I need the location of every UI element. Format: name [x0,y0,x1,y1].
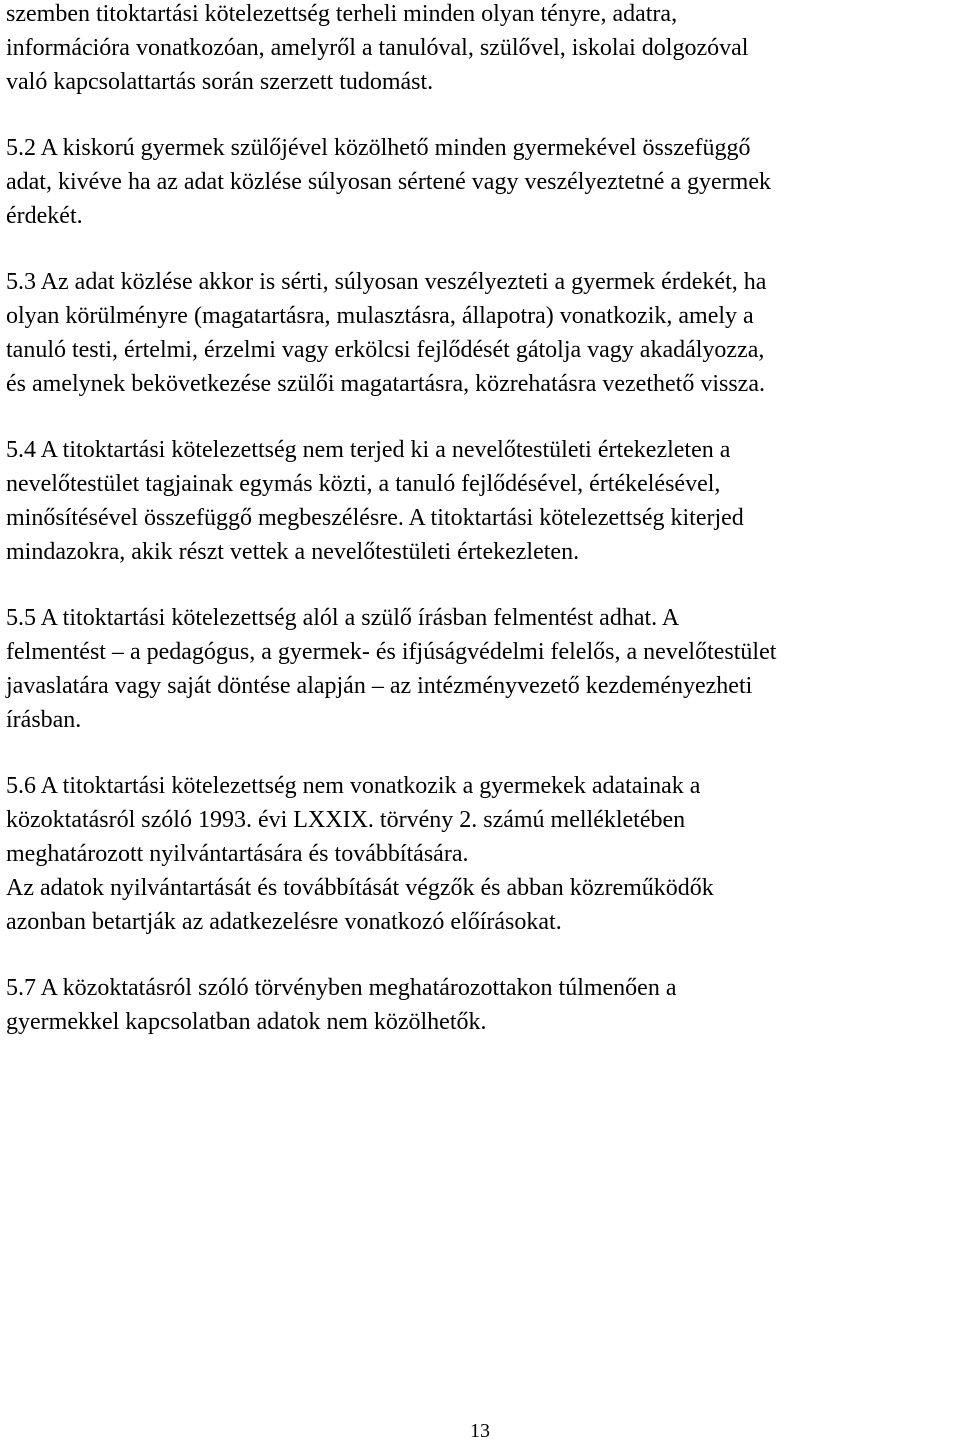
text-line: nevelőtestület tagjainak egymás közti, a tanuló fejlődésével, értékelésével, [6,471,721,497]
paragraph-5-6-addendum [6,871,958,939]
text-line: minősítésével összefüggő megbeszélésre. A titoktartási kötelezettség kiterjed [6,505,744,531]
text-line: szemben titoktartási kötelezettség terheli minden olyan tényre, adatra, [6,1,678,27]
text-line: 5.7 A közoktatásról szóló törvényben meghatározottakon túlmenően a [6,975,677,1001]
text-line: 5.4 A titoktartási kötelezettség nem terjed ki a nevelőtestületi értekezleten a [6,437,731,463]
text-line: meghatározott nyilvántartására és továbbítására. [6,841,469,867]
text-line: 5.2 A kiskorú gyermek szülőjével közölhető minden gyermekével összefüggő [6,135,751,161]
page-number: 13 [470,1420,490,1442]
text-line: közoktatásról szóló 1993. évi LXXIX. törvény 2. számú mellékletében [6,807,686,833]
text-line: 5.3 Az adat közlése akkor is sérti, súlyosan veszélyezteti a gyermek érdekét, ha [6,269,767,295]
paragraph-5-4 [6,433,958,569]
text-line: tanuló testi, értelmi, érzelmi vagy erkölcsi fejlődését gátolja vagy akadályozza, [6,337,765,363]
text-line: mindazokra, akik részt vettek a nevelőtestületi értekezleten. [6,539,580,565]
text-line: írásban. [6,707,82,733]
text-line: javaslatára vagy saját döntése alapján – az intézményvezető kezdeményezheti [6,673,753,699]
text-line: és amelynek bekövetkezése szülői magatartásra, közrehatásra vezethető vissza. [6,371,765,397]
paragraph-5-3 [6,265,958,401]
paragraph-5-6 [6,769,958,871]
text-line: felmentést – a pedagógus, a gyermek- és ifjúságvédelmi felelős, a nevelőtestület [6,639,777,665]
text-line: való kapcsolattartás során szerzett tudomást. [6,69,434,95]
text-line: 5.5 A titoktartási kötelezettség alól a szülő írásban felmentést adhat. A [6,605,680,631]
paragraph-5-7 [6,971,958,1039]
text-line: azonban betartják az adatkezelésre vonatkozó előírásokat. [6,909,562,935]
text-line: olyan körülményre (magatartásra, mulasztásra, állapotra) vonatkozik, amely a [6,303,754,329]
text-line: 5.6 A titoktartási kötelezettség nem vonatkozik a gyermekek adatainak a [6,773,701,799]
paragraph-5-2 [6,131,958,233]
document-page [6,0,958,1039]
text-line: gyermekkel kapcsolatban adatok nem közölhetők. [6,1009,487,1035]
text-line: Az adatok nyilvántartását és továbbítását végzők és abban közreműködők [6,875,714,901]
paragraph-continuation [6,0,958,99]
text-line: információra vonatkozóan, amelyről a tanulóval, szülővel, iskolai dolgozóval [6,35,749,61]
paragraph-5-5 [6,601,958,737]
text-line: adat, kivéve ha az adat közlése súlyosan sértené vagy veszélyeztetné a gyermek [6,169,771,195]
text-line: érdekét. [6,203,83,229]
